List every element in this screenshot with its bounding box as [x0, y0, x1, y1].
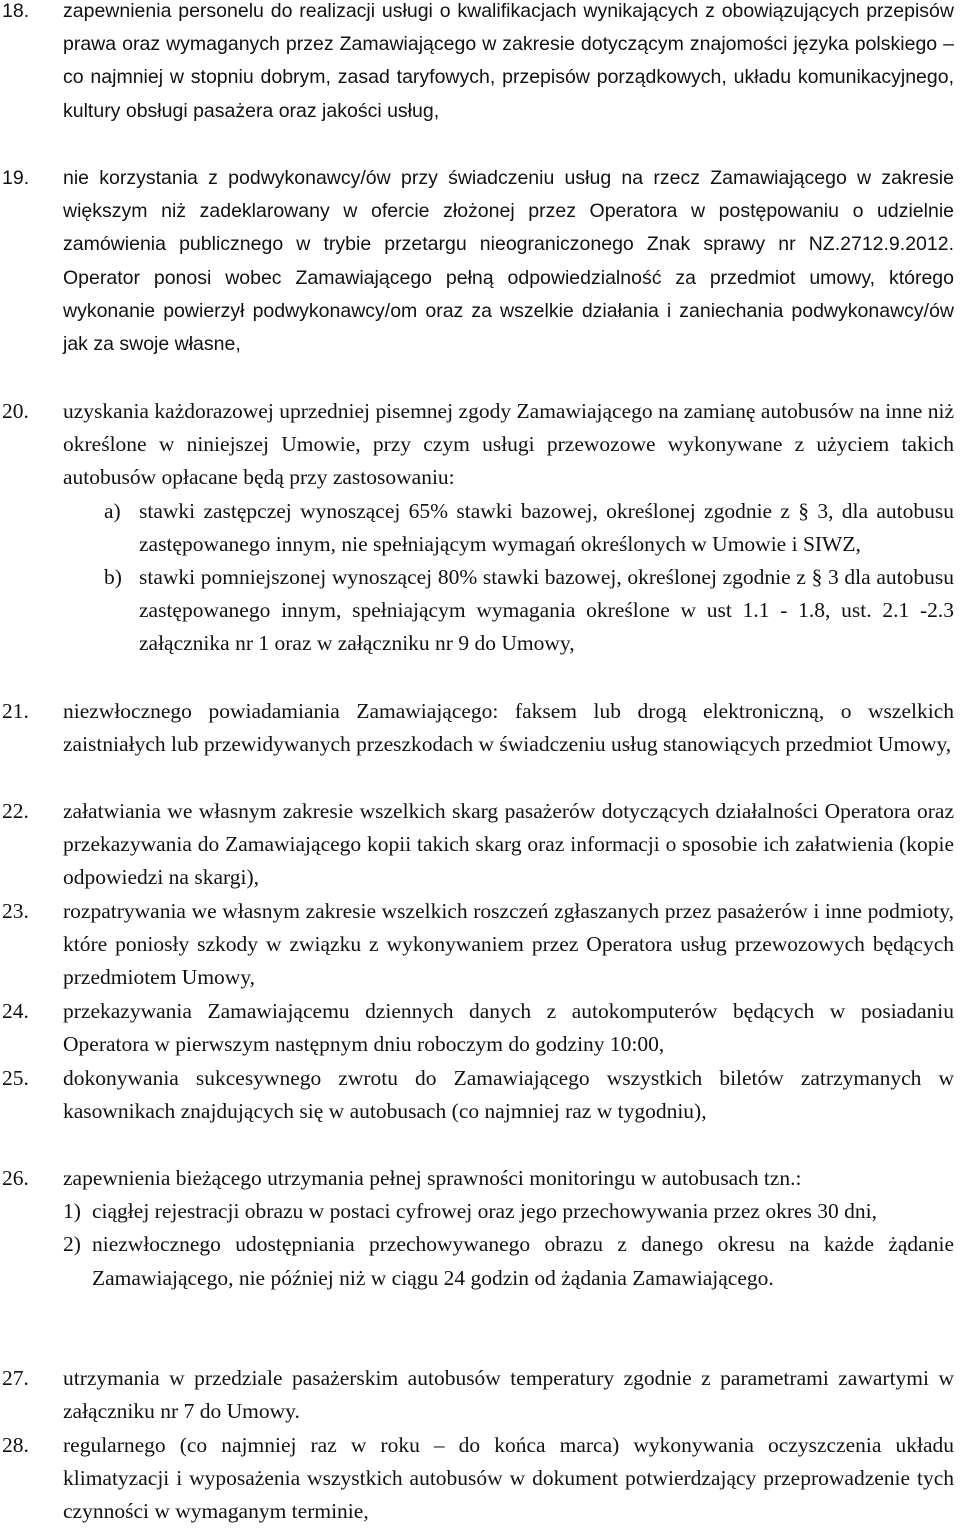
list-item-27 — [0, 1362, 954, 1428]
item-number: 27. — [2, 1366, 29, 1390]
item-number: 21. — [2, 699, 29, 723]
list-item-20 — [0, 395, 954, 661]
item-number: 20. — [2, 399, 29, 423]
sub-item-label: 2) — [63, 1232, 81, 1257]
list-item-28 — [0, 1429, 954, 1529]
sub-item-text: stawki zastępczej wynoszącej 65% stawki bazowej, określonej zgodnie z § 3, dla autobusu zastępowanego innym, nie spełniającym wymagań określonych w Umowie i SIWZ, — [139, 498, 954, 556]
item-number: 23. — [2, 899, 29, 923]
sub-item-label: a) — [104, 498, 121, 523]
list-item-21 — [0, 695, 954, 761]
item-number: 24. — [2, 999, 29, 1023]
item-number: 22. — [2, 799, 29, 823]
item-text: załatwiania we własnym zakresie wszelkich skarg pasażerów dotyczących działalności Operatora oraz przekazywania do Zamawiającego kopii takich skarg oraz informacji o sposobie ich załatwienia (kopie odpowiedzi na skargi), — [63, 799, 954, 890]
item-text: zapewnienia personelu do realizacji usługi o kwalifikacjach wynikających z obowiązujących przepisów prawa oraz wymaganych przez Zamawiającego w zakresie dotyczącym znajomości języka polskiego – co najmniej w stopniu dobrym, zasad taryfowych, przepisów porządkowych, układu komunikacyjnego, kultury obsługi pasażera oraz jakości usług, — [63, 0, 954, 122]
item-number: 28. — [2, 1433, 29, 1457]
item-text: uzyskania każdorazowej uprzedniej pisemnej zgody Zamawiającego na zamianę autobusów na inne niż określone w niniejszej Umowie, przy czym usługi przewozowe wykonywane z użyciem takich autobusów opłacane będą przy zastosowaniu: — [63, 399, 954, 490]
item-text: przekazywania Zamawiającemu dziennych danych z autokomputerów będących w posiadaniu Operatora w pierwszym następnym dniu roboczym do godziny 10:00, — [63, 999, 954, 1057]
list-item-24 — [0, 995, 954, 1061]
list-item-26 — [0, 1162, 954, 1295]
item-number: 26. — [2, 1166, 29, 1190]
item-number: 18. — [2, 0, 30, 22]
list-item-22 — [0, 795, 954, 895]
sub-item-b — [104, 561, 954, 661]
item-text: regularnego (co najmniej raz w roku – do końca marca) wykonywania oczyszczenia układu klimatyzacji i wyposażenia wszystkich autobusów w dokument potwierdzający przeprowadzenie tych czynności w wymaganym terminie, — [63, 1433, 954, 1524]
sub-item-1 — [63, 1195, 954, 1228]
item-number: 19. — [2, 167, 30, 189]
sub-item-2 — [63, 1228, 954, 1294]
item-text: zapewnienia bieżącego utrzymania pełnej sprawności monitoringu w autobusach tzn.: — [63, 1166, 802, 1190]
list-item-18 — [0, 0, 954, 128]
sub-item-text: stawki pomniejszonej wynoszącej 80% stawki bazowej, określonej zgodnie z § 3 dla autobusu zastępowanego innym, spełniającym wymagania określone w ust 1.1 - 1.8, ust. 2.1 -2.3 załącznika nr 1 oraz w załączniku nr 9 do Umowy, — [139, 565, 954, 656]
item-number: 25. — [2, 1066, 29, 1090]
item-text: rozpatrywania we własnym zakresie wszelkich roszczeń zgłaszanych przez pasażerów i inne podmioty, które poniosły szkody w związku z wykonywaniem przez Operatora usług przewozowych będących przedmiotem Umowy, — [63, 899, 954, 990]
item-text: dokonywania sukcesywnego zwrotu do Zamawiającego wszystkich biletów zatrzymanych w kasownikach znajdujących się w autobusach (co najmniej raz w tygodniu), — [63, 1066, 954, 1124]
item-text: niezwłocznego powiadamiania Zamawiającego: faksem lub drogą elektroniczną, o wszelkich zaistniałych lub przewidywanych przeszkodach w świadczeniu usług stanowiących przedmiot Umowy, — [63, 699, 954, 757]
item-text: utrzymania w przedziale pasażerskim autobusów temperatury zgodnie z parametrami zawartymi w załączniku nr 7 do Umowy. — [63, 1366, 954, 1424]
list-item-19 — [0, 162, 954, 361]
list-item-23 — [0, 895, 954, 995]
item-text: nie korzystania z podwykonawcy/ów przy świadczeniu usług na rzecz Zamawiającego w zakresie większym niż zadeklarowany w ofercie złożonej przez Operatora w postępowaniu o udzielnie zamówienia publicznego w trybie przetargu nieograniczonego Znak sprawy nr NZ.2712.9.2012. Operator ponosi wobec Zamawiającego pełną odpowiedzialność za przedmiot umowy, którego wykonanie powierzył podwykonawcy/om oraz za wszelkie działania i zaniechania podwykonawcy/ów jak za swoje własne, — [63, 167, 954, 356]
sub-item-label: 1) — [63, 1199, 81, 1224]
sub-item-label: b) — [104, 565, 122, 590]
sub-item-text: ciągłej rejestracji obrazu w postaci cyfrowej oraz jego przechowywania przez okres 30 dni, — [92, 1199, 877, 1224]
list-item-25 — [0, 1062, 954, 1128]
sub-item-a — [104, 495, 954, 561]
sub-item-text: niezwłocznego udostępniania przechowywanego obrazu z danego okresu na każde żądanie Zamawiającego, nie później niż w ciągu 24 godzin od żądania Zamawiającego. — [92, 1232, 954, 1290]
